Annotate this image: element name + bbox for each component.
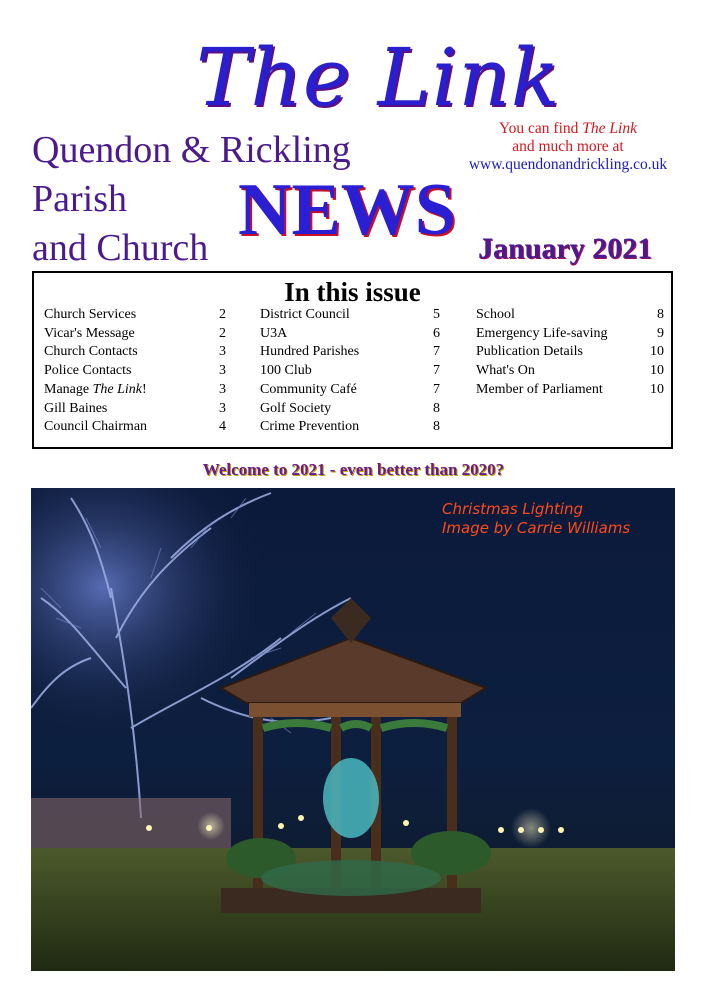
gazebo-illustration <box>31 488 675 971</box>
contents-item-title: 100 Club <box>260 363 312 379</box>
promo-block <box>448 120 688 174</box>
contents-item-title: School <box>476 307 515 322</box>
contents-item[interactable] <box>44 418 226 437</box>
contents-item-page: 10 <box>650 344 664 360</box>
contents-item-title-prefix: Manage <box>44 381 93 397</box>
contents-item-page: 8 <box>433 400 440 416</box>
contents-item-page: 3 <box>219 363 226 379</box>
website-link[interactable]: www.quendonandrickling.co.uk <box>468 156 668 173</box>
contents-item-title-suffix: ! <box>141 381 147 397</box>
contents-item-title: Crime Prevention <box>260 419 360 435</box>
parish-line-3: and Church <box>32 227 209 269</box>
issue-date: January 2021 <box>478 232 653 265</box>
photo-caption <box>442 500 672 538</box>
contents-item-title: Vicar's Message <box>44 325 135 341</box>
contents-item-title: U3A <box>260 325 288 341</box>
contents-item[interactable] <box>44 325 226 344</box>
lamp-glow <box>197 812 225 840</box>
contents-item-page: 2 <box>219 325 226 341</box>
contents-column-1 <box>44 306 226 437</box>
contents-item-page: 3 <box>219 400 226 416</box>
contents-item-page: 3 <box>219 344 226 360</box>
promo-line-2: and much more at <box>512 138 624 155</box>
lamp-glow <box>511 808 551 848</box>
contents-item-page: 7 <box>433 363 440 379</box>
promo-line-1 <box>448 120 688 138</box>
contents-item-page: 6 <box>433 325 440 341</box>
contents-item[interactable] <box>260 306 440 325</box>
contents-item-title: Church Services <box>44 307 137 322</box>
contents-item[interactable] <box>260 325 440 344</box>
contents-item-title: Member of Parliament <box>476 381 603 397</box>
masthead-title: The Link <box>196 31 561 124</box>
caption-line-2: Image by Carrie Williams <box>442 519 631 537</box>
contents-column-3 <box>476 306 664 400</box>
contents-item[interactable] <box>44 400 226 419</box>
parish-line-1: Quendon & Rickling <box>32 129 351 171</box>
news-heading: NEWS <box>238 169 456 251</box>
caption-line-1: Christmas Lighting <box>442 500 584 518</box>
promo-prefix: You can find <box>499 120 583 137</box>
contents-item-page: 8 <box>657 307 664 322</box>
contents-item-page: 10 <box>650 381 664 397</box>
contents-box <box>32 271 673 449</box>
contents-item[interactable] <box>44 306 226 325</box>
contents-item-title: District Council <box>260 307 350 322</box>
contents-item-title: Gill Baines <box>44 400 108 416</box>
contents-item[interactable] <box>260 418 440 437</box>
contents-item-page: 4 <box>219 419 226 435</box>
welcome-headline: Welcome to 2021 - even better than 2020? <box>202 460 505 479</box>
contents-item-title <box>44 381 147 400</box>
contents-item-page: 10 <box>650 363 664 379</box>
contents-item-title: Council Chairman <box>44 419 148 435</box>
contents-item[interactable] <box>260 343 440 362</box>
contents-item-title: Police Contacts <box>44 363 132 379</box>
contents-item-page: 8 <box>433 419 440 435</box>
contents-item[interactable] <box>44 381 226 400</box>
contents-column-2 <box>260 306 440 437</box>
contents-item-title: Emergency Life-saving <box>476 325 608 341</box>
contents-item[interactable] <box>476 362 664 381</box>
contents-item-title: Church Contacts <box>44 344 138 360</box>
contents-heading: In this issue <box>284 277 421 307</box>
contents-item-page: 5 <box>433 307 440 322</box>
cover-photo <box>31 488 675 971</box>
parish-line-2: Parish <box>32 178 127 220</box>
contents-item-title: What's On <box>476 363 535 379</box>
contents-item-title: Community Café <box>260 381 357 397</box>
contents-item[interactable] <box>260 400 440 419</box>
contents-item-page: 2 <box>219 307 226 322</box>
contents-item-page: 7 <box>433 381 440 397</box>
contents-item[interactable] <box>476 343 664 362</box>
contents-item[interactable] <box>476 381 664 400</box>
contents-item-page: 9 <box>657 325 664 341</box>
contents-item-page: 3 <box>219 381 226 397</box>
contents-item[interactable] <box>260 381 440 400</box>
contents-item[interactable] <box>476 306 664 325</box>
contents-item-title: Publication Details <box>476 344 583 360</box>
contents-item-page: 7 <box>433 344 440 360</box>
contents-item-title-italic: The Link <box>92 381 142 397</box>
contents-item[interactable] <box>44 362 226 381</box>
promo-link-name: The Link <box>582 120 637 137</box>
contents-item-title: Hundred Parishes <box>260 344 360 360</box>
contents-item[interactable] <box>260 362 440 381</box>
contents-item[interactable] <box>476 325 664 344</box>
contents-item-title: Golf Society <box>260 400 332 416</box>
contents-item[interactable] <box>44 343 226 362</box>
